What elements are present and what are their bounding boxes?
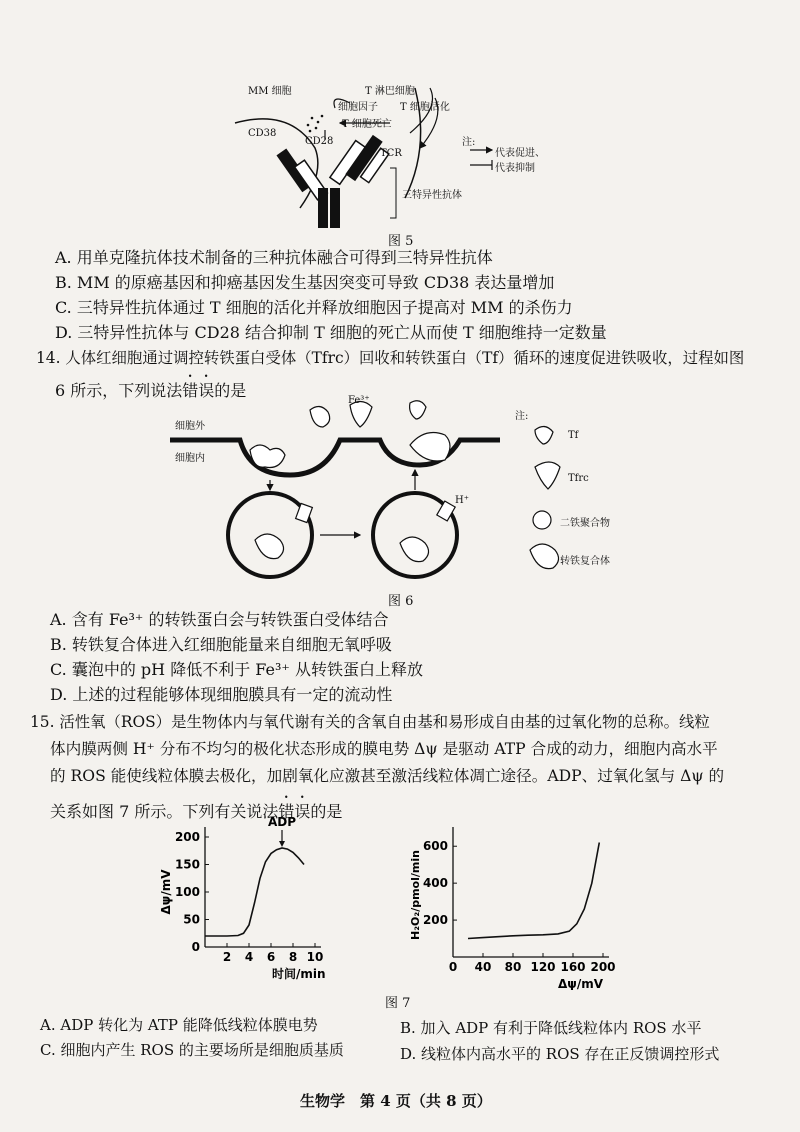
figure-7-chart-right xyxy=(405,825,645,990)
q14-emphasis: 错误 xyxy=(182,381,215,400)
y-tick-label: 50 xyxy=(183,912,200,927)
q15-option-d: D. 线粒体内高水平的 ROS 存在正反馈调控形式 xyxy=(400,1045,720,1063)
q15-stem-line4: 关系如图 7 所示。下列有关说法错误的是 xyxy=(50,802,343,821)
y-tick-label: 200 xyxy=(174,830,200,844)
q15-stem-line1: 15. 活性氧（ROS）是生物体内与氧代谢有关的含氧自由基和易形成自由基的过氧化物的总称。线粒 xyxy=(30,713,710,731)
y-axis-label: Δψ/mV xyxy=(159,869,173,915)
y-tick-label: 0 xyxy=(191,940,200,954)
q15-stem-line2: 体内膜两侧 H⁺ 分布不均匀的极化状态形成的膜电势 Δψ 是驱动 ATP 合成的动力，细胞内高水平 xyxy=(50,740,718,758)
figure-6 xyxy=(170,395,630,590)
legend-note: 注: xyxy=(462,137,476,148)
q14-option-d: D. 上述的过程能够体现细胞膜具有一定的流动性 xyxy=(50,685,393,704)
label-inside: 细胞内 xyxy=(175,453,205,464)
y-tick-label: 400 xyxy=(422,876,448,891)
label-t-death: T 细胞死亡 xyxy=(342,119,392,130)
y-tick-label: 200 xyxy=(422,913,448,928)
q13-option-c: C. 三特异性抗体通过 T 细胞的活化并释放细胞因子提高对 MM 的杀伤力 xyxy=(55,298,573,317)
x-axis-label: 时间/min xyxy=(272,967,326,981)
y-axis-label: H₂O₂/pmol/min xyxy=(409,850,422,940)
x-tick-label: 6 xyxy=(266,950,276,964)
q14-option-a: A. 含有 Fe³⁺ 的转铁蛋白会与转铁蛋白受体结合 xyxy=(50,610,389,629)
legend6-note: 注: xyxy=(515,411,529,422)
figure-7-chart-left xyxy=(150,812,350,987)
x-axis-label: Δψ/mV xyxy=(558,977,603,990)
adp-annotation: ADP xyxy=(267,815,297,829)
x-tick-label: 120 xyxy=(530,960,556,974)
label-cd28: CD28 xyxy=(305,136,334,147)
page-footer: 生物学 第 4 页（共 8 页） xyxy=(300,1092,492,1110)
figure-5 xyxy=(230,78,590,238)
fig6-h-label: H⁺ xyxy=(455,495,469,506)
q15-option-b: B. 加入 ADP 有利于降低线粒体内 ROS 水平 xyxy=(400,1019,702,1037)
figure-6-caption: 图 6 xyxy=(388,594,414,609)
legend-promote: 代表促进、 xyxy=(495,148,545,159)
label-cd38: CD38 xyxy=(248,128,277,139)
x-tick-label: 10 xyxy=(306,950,324,964)
q15-stem-line3: 的 ROS 能使线粒体膜去极化，加剧氧化应激甚至激活线粒体凋亡途径。ADP、过氧化氢与 Δψ 的 xyxy=(50,767,725,785)
q14-option-b: B. 转铁复合体进入红细胞能量来自细胞无氧呼吸 xyxy=(50,635,392,654)
x-tick-label: 2 xyxy=(222,950,232,964)
q14-stem-line2: 6 所示，下列说法错误的是 xyxy=(55,381,247,400)
q14-stem-line1: 14. 人体红细胞通过调控转铁蛋白受体（Tfrc）回收和转铁蛋白（Tf）循环的速度促进铁吸收，过程如图 xyxy=(36,349,745,367)
legend6-di-iron: 二铁聚合物 xyxy=(560,518,610,529)
series-line xyxy=(205,848,304,936)
x-tick-label: 0 xyxy=(448,960,458,974)
x-tick-label: 160 xyxy=(560,960,586,974)
legend6-tfrc: Tfrc xyxy=(568,473,589,484)
figure-7-caption: 图 7 xyxy=(385,996,411,1011)
q15-option-c: C. 细胞内产生 ROS 的主要场所是细胞质基质 xyxy=(40,1041,344,1059)
label-cytokine: 细胞因子 xyxy=(338,102,378,113)
q14-option-c: C. 囊泡中的 pH 降低不利于 Fe³⁺ 从转铁蛋白上释放 xyxy=(50,660,423,679)
q13-option-d: D. 三特异性抗体与 CD28 结合抑制 T 细胞的死亡从而使 T 细胞维持一定数量 xyxy=(55,323,607,342)
fig6-fe-label: Fe³⁺ xyxy=(348,395,370,406)
legend6-tf: Tf xyxy=(568,430,579,441)
y-tick-label: 100 xyxy=(174,885,200,899)
x-tick-label: 8 xyxy=(288,950,298,964)
y-tick-label: 150 xyxy=(174,857,200,872)
label-outside: 细胞外 xyxy=(175,421,205,432)
x-tick-label: 40 xyxy=(474,960,492,974)
legend-inhibit: 代表抑制 xyxy=(495,163,535,174)
y-tick-label: 600 xyxy=(422,839,448,854)
adp-arrow-head xyxy=(279,841,285,847)
series-line xyxy=(468,843,599,939)
label-t-activation: T 细胞活化 xyxy=(400,102,450,113)
figure-5-caption: 图 5 xyxy=(388,234,414,249)
label-mm-cell: MM 细胞 xyxy=(248,86,292,97)
x-tick-label: 200 xyxy=(590,960,616,974)
x-tick-label: 80 xyxy=(504,960,522,974)
q15-option-a: A. ADP 转化为 ATP 能降低线粒体膜电势 xyxy=(40,1016,318,1034)
q15-emphasis: 错误 xyxy=(278,802,311,821)
label-tcr: TCR xyxy=(380,148,402,159)
label-t-lymph: T 淋巴细胞 xyxy=(365,86,415,97)
x-tick-label: 4 xyxy=(244,950,254,964)
legend6-complex: 转铁复合体 xyxy=(560,556,610,567)
label-trispecific: 三特异性抗体 xyxy=(402,190,462,201)
q13-option-b: B. MM 的原癌基因和抑癌基因发生基因突变可导致 CD38 表达量增加 xyxy=(55,273,555,292)
q13-option-a: A. 用单克隆抗体技术制备的三种抗体融合可得到三特异性抗体 xyxy=(55,248,493,267)
